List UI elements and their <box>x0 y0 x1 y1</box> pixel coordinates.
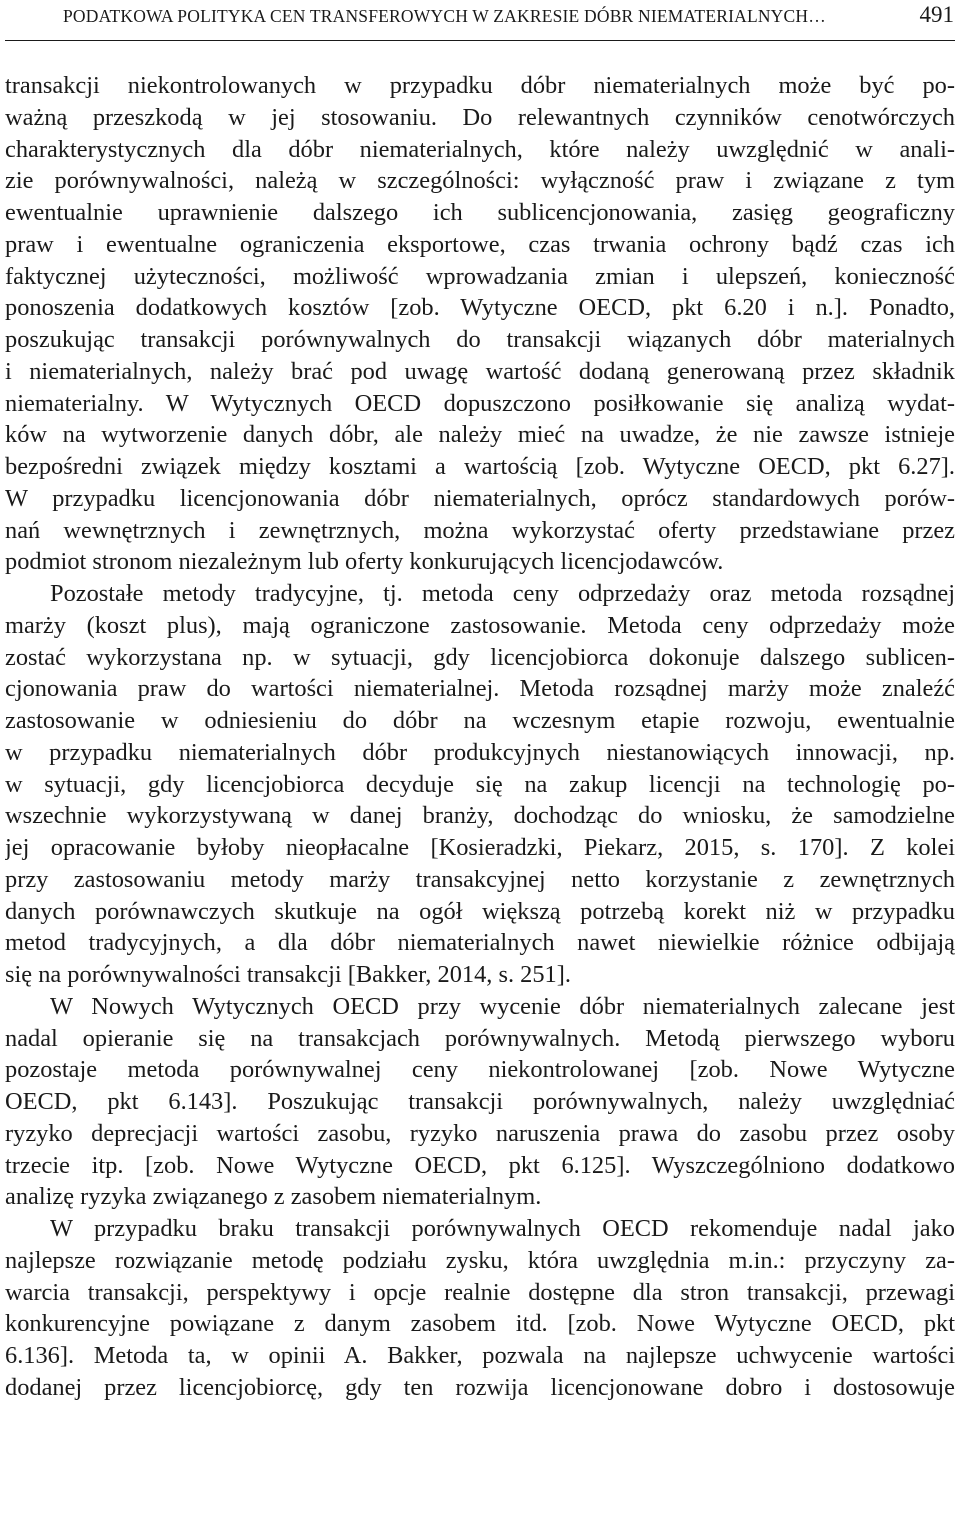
running-header <box>5 0 955 41</box>
text-line: 6.136]. Metoda ta, w opinii A. Bakker, pozwala na najlepsze uchwycenie wartości <box>5 1342 955 1369</box>
text-line: w przypadku niematerialnych dóbr produkcyjnych niestanowiących innowacji, np. <box>5 738 955 766</box>
text-line: warcia transakcji, perspektywy i opcje realnie dostępne dla stron transakcji, przewagi <box>5 1278 955 1306</box>
text-line: konkurencyjne powiązane z danym zasobem itd. [zob. Nowe Wytyczne OECD, pkt <box>5 1310 955 1338</box>
text-line: faktycznej użyteczności, możliwość wprowadzania zmian i ulepszeń, konieczność <box>5 262 955 290</box>
text-line: przy zastosowaniu metody marży transakcyjnej netto korzystanie z zewnętrznych <box>5 865 955 893</box>
text-line: bezpośredni związek między kosztami a wartością [zob. Wytyczne OECD, pkt 6.27]. <box>5 453 955 480</box>
text-line: cjonowania praw do wartości niematerialnej. Metoda rozsądnej marży może znaleźć <box>5 675 955 703</box>
running-title: PODATKOWA POLITYKA CEN TRANSFEROWYCH W ZAKRESIE DÓBR NIEMATERIALNYCH… <box>63 6 826 26</box>
body-text <box>5 70 955 1404</box>
text-line: transakcji niekontrolowanych w przypadku dóbr niematerialnych może być po- <box>5 72 955 99</box>
text-line: najlepsze rozwiązanie metodę podziału zysku, która uwzględnia m.in.: przyczyny za- <box>5 1246 955 1274</box>
text-line: w sytuacji, gdy licencjobiorca decyduje się na zakup licencji na technologię po- <box>5 770 955 798</box>
text-line: ponoszenia dodatkowych kosztów [zob. Wytyczne OECD, pkt 6.20 i n.]. Ponadto, <box>5 294 955 322</box>
text-line: podmiot stronom niezależnym lub oferty konkurujących licencjodawców. <box>5 548 724 576</box>
text-line: pozostaje metoda porównywalnej ceny niekontrolowanej [zob. Nowe Wytyczne <box>5 1056 955 1084</box>
text-line: analizę ryzyka związanego z zasobem niematerialnym. <box>5 1183 542 1211</box>
text-line: charakterystycznych dla dóbr niematerialnych, które należy uwzględnić w anali- <box>5 135 955 163</box>
text-line: marży (koszt plus), mają ograniczone zastosowanie. Metoda ceny odprzedaży może <box>5 611 955 639</box>
text-line: W Nowych Wytycznych OECD przy wycenie dóbr niematerialnych zalecane jest <box>50 992 955 1020</box>
text-line: ków na wytworzenie danych dóbr, ale należy mieć na uwadze, że nie zawsze istnieje <box>5 421 955 449</box>
text-line: W przypadku braku transakcji porównywalnych OECD rekomenduje nadal jako <box>50 1215 955 1242</box>
text-line: trzecie itp. [zob. Nowe Wytyczne OECD, pkt 6.125]. Wyszczególniono dodatkowo <box>5 1151 955 1179</box>
text-line: ryzyko deprecjacji wartości zasobu, ryzyko naruszenia prawa do zasobu przez osoby <box>5 1119 955 1147</box>
text-line: zie porównywalności, należą w szczególności: wyłączność praw i związane z tym <box>5 167 955 195</box>
text-line: nań wewnętrznych i zewnętrznych, można wykorzystać oferty przedstawiane przez <box>5 516 955 544</box>
text-line: zostać wykorzystana np. w sytuacji, gdy licencjobiorca dokonuje dalszego sublicen- <box>5 643 955 671</box>
text-line: się na porównywalności transakcji [Bakker, 2014, s. 251]. <box>5 961 571 988</box>
text-line: i niematerialnych, należy brać pod uwagę wartość dodaną generowaną przez składnik <box>5 357 955 385</box>
text-line: W przypadku licencjonowania dóbr niematerialnych, oprócz standardowych porów- <box>5 484 955 512</box>
text-line: Pozostałe metody tradycyjne, tj. metoda ceny odprzedaży oraz metoda rozsądnej <box>50 580 955 607</box>
text-line: zastosowanie w odniesieniu do dóbr na wczesnym etapie rozwoju, ewentualnie <box>5 707 955 734</box>
text-line: poszukując transakcji porównywalnych do transakcji wiązanych dóbr materialnych <box>5 326 955 353</box>
text-line: praw i ewentualne ograniczenia eksportowe, czas trwania ochrony bądź czas ich <box>5 230 955 258</box>
text-line: danych porównawczych skutkuje na ogół większą potrzebą korekt niż w przypadku <box>5 897 955 925</box>
text-line: ewentualnie uprawnienie dalszego ich sublicencjonowania, zasięg geograficzny <box>5 199 955 226</box>
text-line: niematerialny. W Wytycznych OECD dopuszczono posiłkowanie się analizą wydat- <box>5 389 955 417</box>
text-line: dodanej przez licencjobiorcę, gdy ten rozwija licencjonowane dobro i dostosowuje <box>5 1373 955 1401</box>
text-line: metod tradycyjnych, a dla dóbr niematerialnych nawet niewielkie różnice odbijają <box>5 929 955 957</box>
page-number: 491 <box>919 2 954 27</box>
text-line: jej opracowanie byłoby nieopłacalne [Kosieradzki, Piekarz, 2015, s. 170]. Z kolei <box>5 834 955 861</box>
text-line: nadal opieranie się na transakcjach porównywalnych. Metodą pierwszego wyboru <box>5 1024 955 1052</box>
text-line: ważną przeszkodą w jej stosowaniu. Do relewantnych czynników cenotwórczych <box>5 103 955 131</box>
text-line: OECD, pkt 6.143]. Poszukując transakcji porównywalnych, należy uwzględniać <box>5 1088 955 1115</box>
text-line: wszechnie wykorzystywaną w danej branży, dochodząc do wniosku, że samodzielne <box>5 802 955 830</box>
